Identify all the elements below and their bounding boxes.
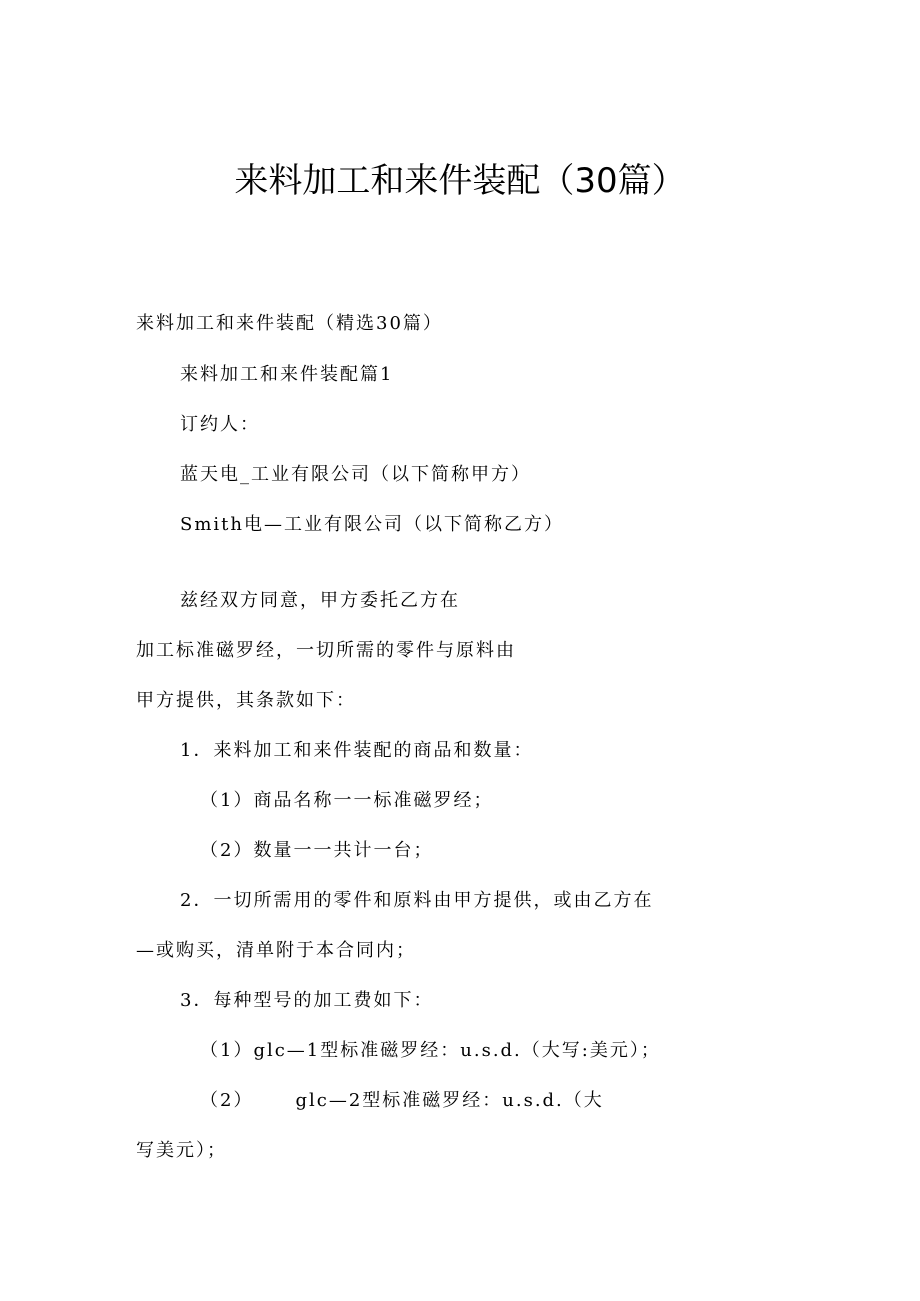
party-a-line: 蓝天电_工业有限公司（以下简称甲方）: [180, 464, 531, 485]
parties-label: 订约人：: [180, 414, 260, 435]
clause-3-item-2-text: glc—2型标准磁罗经：u.s.d.（大: [295, 1090, 604, 1111]
clause-1-item-1: （1）商品名称一一标准磁罗经；: [200, 790, 494, 811]
document-title: 来料加工和来件装配（30篇）: [234, 161, 686, 201]
party-b-line: Smith电—工业有限公司（以下简称乙方）: [180, 514, 564, 535]
clause-1-heading: 1．来料加工和来件装配的商品和数量：: [180, 740, 534, 761]
clause-1-item-2: （2）数量一一共计一台；: [200, 840, 434, 861]
clause-2-line-cont: —或购买，清单附于本合同内；: [136, 940, 416, 961]
section-heading: 来料加工和来件装配篇1: [180, 364, 394, 385]
paragraph-line: 甲方提供，其条款如下：: [136, 690, 356, 711]
clause-3-item-1: （1）glc—1型标准磁罗经：u.s.d.（大写:美元）；: [200, 1040, 661, 1061]
clause-3-item-2-cont: 写美元）；: [136, 1140, 227, 1161]
clause-3-item-2-number: （2）: [200, 1090, 254, 1111]
clause-3-heading: 3．每种型号的加工费如下：: [180, 990, 434, 1011]
subtitle-line: 来料加工和来件装配（精选30篇）: [136, 313, 443, 334]
paragraph-line: 兹经双方同意，甲方委托乙方在: [180, 590, 460, 611]
paragraph-line: 加工标准磁罗经，一切所需的零件与原料由: [136, 640, 516, 661]
clause-2-line: 2．一切所需用的零件和原料由甲方提供，或由乙方在: [180, 890, 654, 911]
clause-3-item-2: [200, 1088, 604, 1114]
